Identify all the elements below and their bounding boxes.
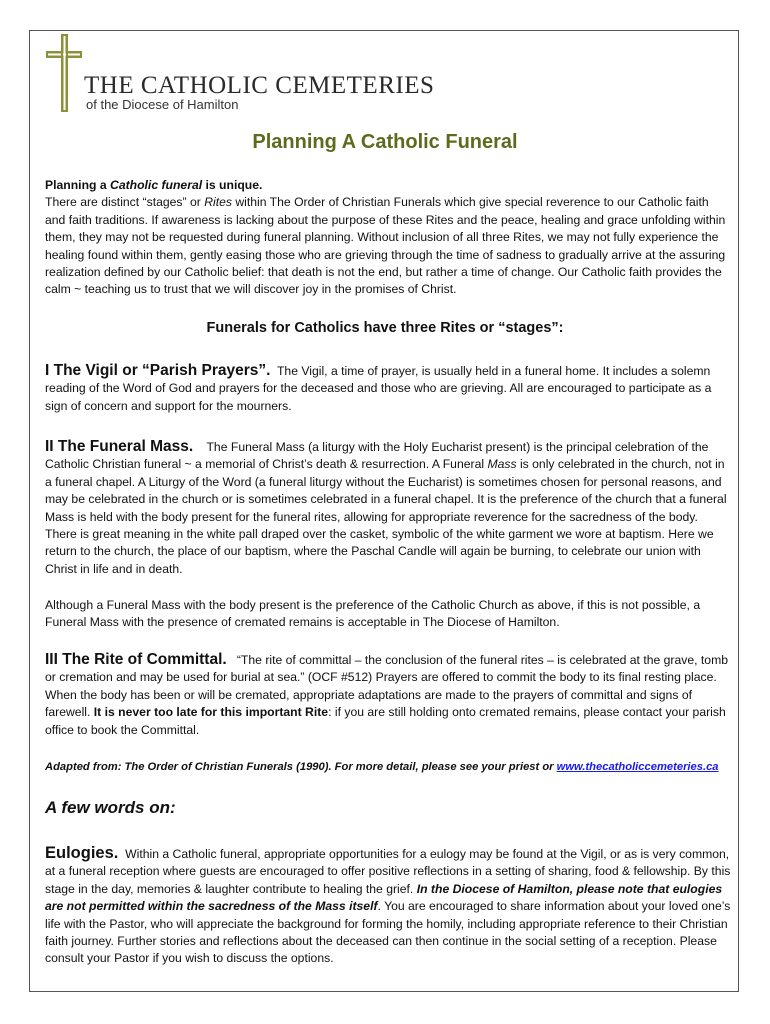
rite2-body-b: is only celebrated in the church, not in a funeral chapel. A Liturgy of the Word (a funeral liturgy without the Eucharist) is sometimes chosen for personal reasons, and may be celebrated in the church or is sometimes celebrated in a funeral chapel. It is the preference of the church that a funeral Mass is held with the body present for the funeral rites, allowing for appropriate reverence for the sacredness of the body. There is great meaning in the white pall draped over the casket, symbolic of the white garment we wore at baptism. Here we return to the church, the place of our baptism, where the Paschal Candle will again be burning, to celebrate our union with Christ in life and in death. <box>45 457 727 576</box>
intro-lead-a: Planning a <box>45 178 111 192</box>
credit-text: Adapted from: The Order of Christian Funerals (1990). For more detail, please see your priest or <box>45 761 557 773</box>
few-words-heading: A few words on: <box>45 798 176 817</box>
rite3-body-b: : if you are still holding onto cremated remains, please contact your parish office to book the Committal. <box>45 705 726 737</box>
rite3-body-a: “The rite of committal – the conclusion of the funeral rites – is celebrated at the grave, tomb or cremation and may be used for burial at sea.” (OCF #512) Prayers are offered to commit the body to its final resting place. When the body has been or will be cremated, appropriate adaptations are made to the prayers of committal and signs of farewell. <box>45 653 729 720</box>
intro-lead <box>45 177 731 194</box>
document-title: Planning A Catholic Funeral <box>252 131 518 153</box>
source-credit <box>45 759 731 776</box>
eulogies-body-b: . You are encouraged to share information about your loved one’s life with the Pastor, who will appreciate the background for forming the homily, including appropriate reference to their Christian faith journey. Further stories and reflections about the deceased can then continue in the social setting of a reception. Please consult your Pastor if you wish to discuss the options. <box>45 899 731 966</box>
rite2-body-italic: Mass <box>487 457 517 472</box>
organization-logo <box>46 34 435 114</box>
intro-lead-c: is unique. <box>202 178 263 192</box>
rite3-body-bold: It is never too late for this important Rite <box>93 705 329 720</box>
intro-section <box>45 177 731 299</box>
organization-subtitle: of the Diocese of Hamilton <box>86 97 239 112</box>
intro-p1-rest: within The Order of Christian Funerals which give special reverence to our Catholic faith and faith traditions. If awareness is lacking about the purpose of these Rites and the peace, healing and grace unfolding within them, they may not be requested during funeral planning. Without inclusion of all three Rites, we may not fully experience the healing found within them, gently easing those who are grieving through the time of sadness to gradually arrive at the assuring realization defined by our Catholic belief: that death is not the end, but rather a time of change. Our Catholic faith provides the calm ~ teaching us to trust that we will discover joy in the promises of Christ. <box>45 195 726 297</box>
eulogies-section <box>45 845 731 968</box>
cross-icon <box>46 34 82 114</box>
rite2-note: Although a Funeral Mass with the body present is the preference of the Catholic Church as above, if this is not possible, a Funeral Mass with the presence of cremated remains is acceptable in The Diocese of Hamilton. <box>45 598 701 630</box>
website-link[interactable]: www.thecatholiccemeteries.ca <box>556 761 719 773</box>
eulogies-body-a: Within a Catholic funeral, appropriate opportunities for a eulogy may be found at the Vigil, or as is very common, at a funeral reception where guests are encouraged to offer positive reflections in a setting of sharing, food & fellowship. By this stage in the day, memories & laughter contribute to healing the grief. <box>45 847 731 896</box>
rite2-heading: II The Funeral Mass. <box>45 438 194 455</box>
organization-name: THE CATHOLIC CEMETERIES <box>84 72 435 99</box>
rite1-section <box>45 362 731 415</box>
intro-paragraph <box>45 194 731 298</box>
rite2-body-a: The Funeral Mass (a liturgy with the Holy Eucharist present) is the principal celebration of the Catholic Christian funeral ~ a memorial of Christ’s death & resurrection. A Funeral <box>45 440 709 472</box>
eulogies-heading: Eulogies. <box>45 844 119 862</box>
rite1-body: The Vigil, a time of prayer, is usually held in a funeral home. It includes a solemn reading of the Word of God and prayers for the deceased and those who are grieving. All are encouraged to participate as a sign of concern and support for the mourners. <box>45 364 712 413</box>
rite3-section <box>45 651 731 739</box>
rite2-section <box>45 438 731 578</box>
intro-p1-italic: Rites <box>204 195 232 210</box>
intro-lead-b: Catholic funeral <box>110 178 203 192</box>
intro-p1: There are distinct “stages” or <box>45 195 205 210</box>
rites-heading: Funerals for Catholics have three Rites or “stages”: <box>206 320 564 336</box>
rite3-heading: III The Rite of Committal. <box>45 651 227 668</box>
eulogies-body-emphasis: In the Diocese of Hamilton, please note that eulogies are not permitted within the sacredness of the Mass itself <box>45 881 723 914</box>
rite1-heading: I The Vigil or “Parish Prayers”. <box>45 362 271 379</box>
